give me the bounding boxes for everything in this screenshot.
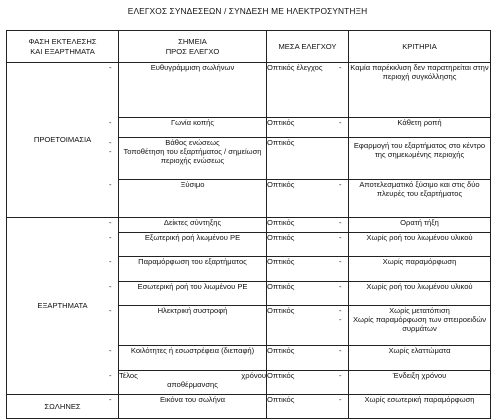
check-means: Οπτικός bbox=[267, 371, 349, 395]
check-criteria: - Χωρίς ροή του λιωμένου υλικού bbox=[349, 233, 491, 257]
check-criteria: - Ένδειξη χρόνου bbox=[349, 371, 491, 395]
inspection-table bbox=[6, 30, 491, 419]
check-point: - Τέλος χρόνου αποθέρμανσης bbox=[119, 371, 267, 395]
phase-pipes: ΣΩΛΗΝΕΣ bbox=[7, 395, 119, 419]
check-point: - Ευθυγράμμιση σωλήνων bbox=[119, 63, 267, 118]
check-means: Οπτικός bbox=[267, 138, 349, 180]
check-criteria: - Ορατή τήξη bbox=[349, 218, 491, 233]
check-point: - Κοιλότητες ή εσωστρέφεια (διεπαφή) bbox=[119, 346, 267, 371]
document-title: ΕΛΕΓΧΟΣ ΣΥΝΔΕΣΕΩΝ / ΣΥΝΔΕΣΗ ΜΕ ΗΛΕΚΤΡΟΣΥΝΤΗΞΗ bbox=[127, 6, 368, 16]
check-criteria: - Χωρίς μετατόπιση - Χωρίς παραμόρφωση των σπειροειδών συρμάτων bbox=[349, 306, 491, 346]
check-criteria: - Χωρίς ροή του λιωμένου υλικού bbox=[349, 282, 491, 306]
check-means: Οπτικός bbox=[267, 395, 349, 419]
check-criteria: - Κάθετη ροπή bbox=[349, 118, 491, 138]
check-point: - Ηλεκτρική συστροφή bbox=[119, 306, 267, 346]
check-means: Οπτικός bbox=[267, 346, 349, 371]
check-criteria: - Χωρίς ελαττώματα bbox=[349, 346, 491, 371]
phase-preparation: ΠΡΟΕΤΟΙΜΑΣΙΑ bbox=[7, 63, 119, 218]
check-point: - Εικόνα του σωλήνα bbox=[119, 395, 267, 419]
table-row bbox=[7, 218, 491, 233]
check-criteria: - Χωρίς παραμόρφωση bbox=[349, 257, 491, 282]
check-means: Οπτικός bbox=[267, 180, 349, 218]
check-means: Οπτικός bbox=[267, 257, 349, 282]
header-row bbox=[7, 31, 491, 63]
check-criteria: Εφαρμογή του εξαρτήματος στο κέντρο της σημειωμένης περιοχής bbox=[349, 138, 491, 180]
check-means: Οπτικός bbox=[267, 218, 349, 233]
check-point: - Ξύσιμο bbox=[119, 180, 267, 218]
check-means: Οπτικός έλεγχος bbox=[267, 63, 349, 118]
check-means: Οπτικός bbox=[267, 233, 349, 257]
header-criteria: ΚΡΙΤΗΡΙΑ bbox=[349, 31, 491, 63]
check-point: - Γωνία κοπής bbox=[119, 118, 267, 138]
check-point: - Εσωτερική ροή του λιωμένου PE bbox=[119, 282, 267, 306]
check-means: Οπτικός bbox=[267, 118, 349, 138]
check-criteria: - Καμία παρέκκλιση δεν παρατηρείται στην περιοχή συγκόλλησης bbox=[349, 63, 491, 118]
check-criteria: - Χωρίς εσωτερική παραμόρφωση bbox=[349, 395, 491, 419]
header-means: ΜΕΣΑ ΕΛΕΓΧΟΥ bbox=[267, 31, 349, 63]
check-means: Οπτικός bbox=[267, 282, 349, 306]
check-point: - Παραμόρφωση του εξαρτήματος bbox=[119, 257, 267, 282]
check-means: Οπτικός bbox=[267, 306, 349, 346]
header-points: ΣΗΜΕΙΑ ΠΡΟΣ ΕΛΕΓΧΟ bbox=[119, 31, 267, 63]
phase-fittings: ΕΞΑΡΤΗΜΑΤΑ bbox=[7, 218, 119, 395]
check-criteria: - Αποτελεσματικό ξύσιμο και στις δύο πλευρές του εξαρτήματος bbox=[349, 180, 491, 218]
table-row bbox=[7, 63, 491, 118]
header-phase: ΦΑΣΗ ΕΚΤΕΛΕΣΗΣ ΚΑΙ ΕΞΑΡΤΗΜΑΤΑ bbox=[7, 31, 119, 63]
table-row bbox=[7, 395, 491, 419]
check-point: - Βάθος ενώσεως - Τοποθέτηση του εξαρτήματος / σημείωση περιοχής ενώσεως bbox=[119, 138, 267, 180]
check-point: - Δείκτες σύντηξης bbox=[119, 218, 267, 233]
check-point: - Εξωτερική ροή λιωμένου PE bbox=[119, 233, 267, 257]
